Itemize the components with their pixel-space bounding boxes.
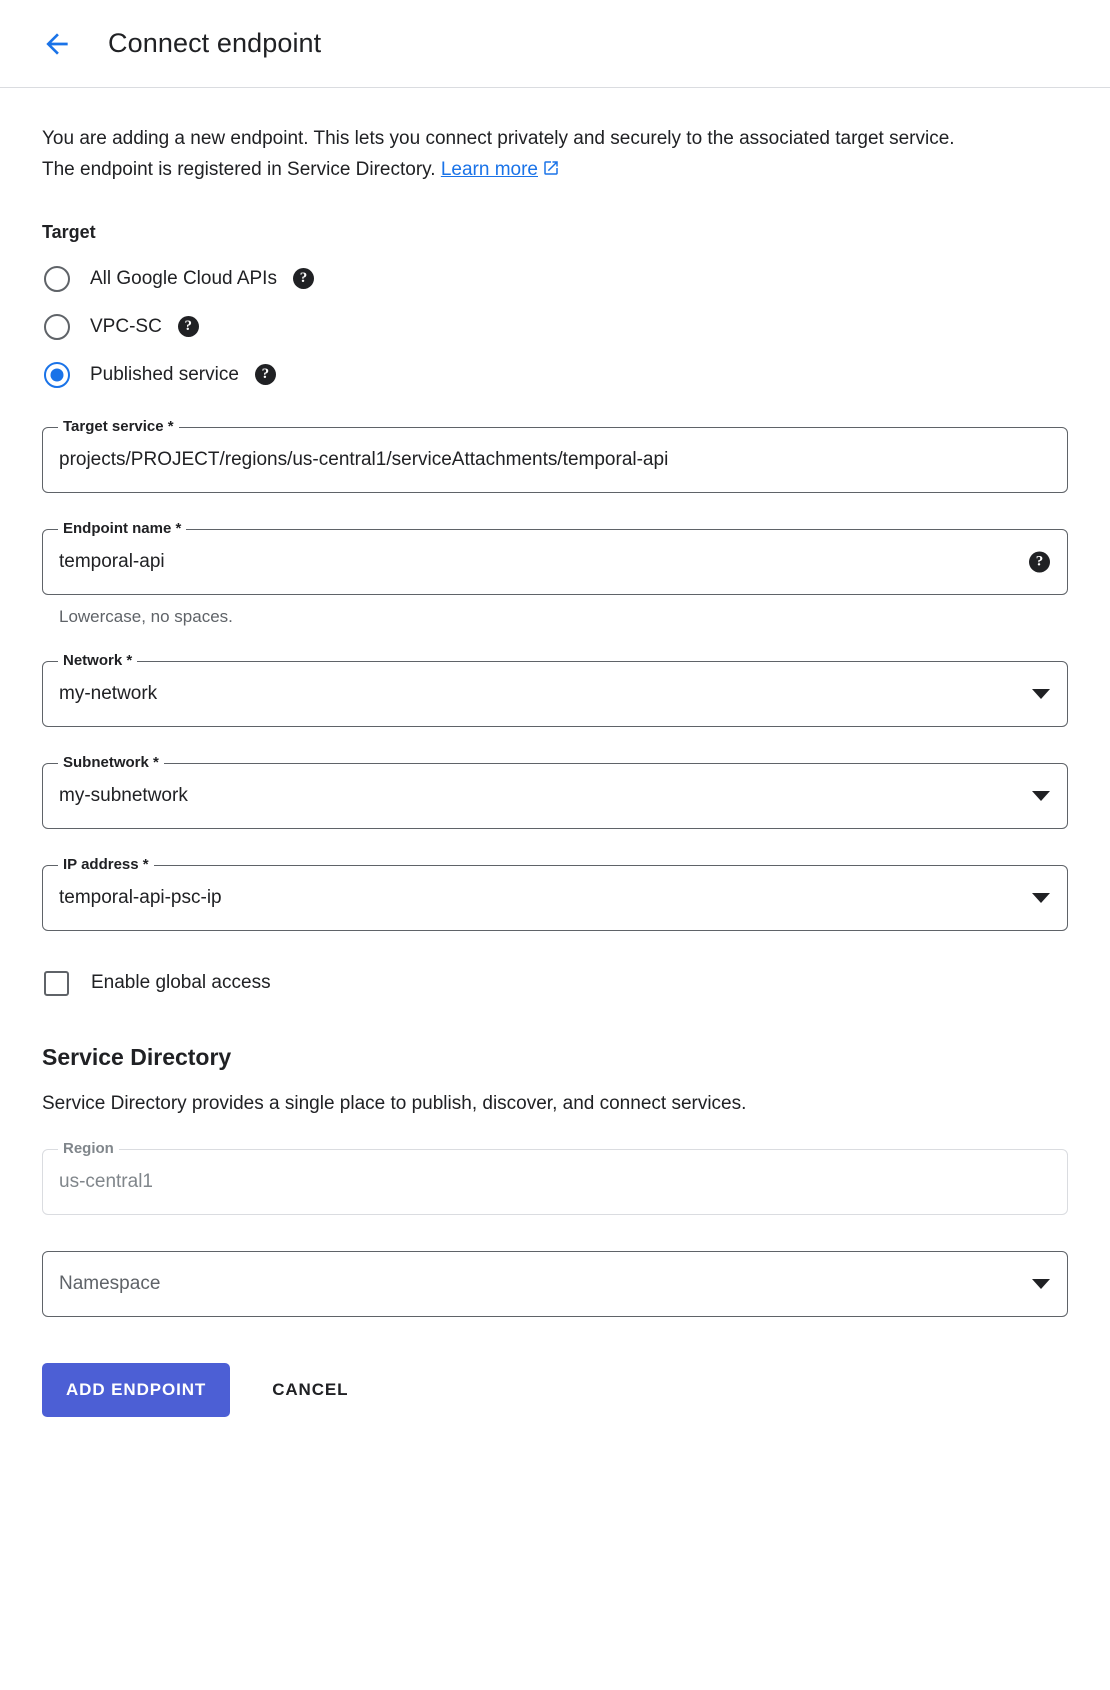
endpoint-name-field[interactable] bbox=[42, 519, 1068, 595]
chevron-down-icon[interactable] bbox=[1032, 689, 1050, 699]
ip-address-label: IP address * bbox=[58, 856, 154, 874]
enable-global-access-checkbox[interactable] bbox=[42, 971, 1068, 996]
help-icon[interactable]: ? bbox=[255, 364, 276, 385]
chevron-down-icon[interactable] bbox=[1032, 893, 1050, 903]
service-directory-title: Service Directory bbox=[42, 1043, 232, 1070]
cancel-button[interactable]: CANCEL bbox=[258, 1363, 362, 1417]
subnetwork-label: Subnetwork * bbox=[58, 754, 164, 772]
target-section-label: Target bbox=[42, 221, 96, 242]
intro-description: You are adding a new endpoint. This lets you connect privately and securely to the associated target service. The endpoint is registered in Service Directory. bbox=[42, 128, 955, 180]
region-label: Region bbox=[58, 1140, 119, 1158]
page-content bbox=[0, 88, 1110, 1477]
endpoint-name-label: Endpoint name * bbox=[58, 520, 186, 538]
checkbox-box[interactable] bbox=[44, 971, 69, 996]
open-in-new-icon[interactable] bbox=[542, 157, 560, 188]
network-label: Network * bbox=[58, 652, 137, 670]
endpoint-name-value[interactable]: temporal-api bbox=[59, 550, 165, 572]
target-service-field[interactable] bbox=[42, 417, 1068, 493]
ip-address-value[interactable]: temporal-api-psc-ip bbox=[59, 886, 222, 908]
endpoint-name-helper-text: Lowercase, no spaces. bbox=[59, 606, 233, 626]
ip-address-select[interactable] bbox=[42, 855, 1068, 931]
region-field bbox=[42, 1139, 1068, 1215]
region-value: us-central1 bbox=[59, 1170, 153, 1192]
service-directory-description: Service Directory provides a single place to publish, discover, and connect services. bbox=[42, 1092, 747, 1114]
network-value[interactable]: my-network bbox=[59, 682, 158, 704]
radio-button-circle-selected[interactable] bbox=[44, 362, 70, 388]
chevron-down-icon[interactable] bbox=[1032, 791, 1050, 801]
network-select[interactable] bbox=[42, 651, 1068, 727]
radio-label: All Google Cloud APIs bbox=[90, 267, 277, 289]
chevron-down-icon[interactable] bbox=[1032, 1279, 1050, 1289]
enable-global-access-label: Enable global access bbox=[91, 972, 271, 994]
target-service-label: Target service * bbox=[58, 418, 179, 436]
radio-published-service[interactable] bbox=[42, 351, 1068, 399]
radio-label: Published service bbox=[90, 363, 239, 385]
help-icon[interactable]: ? bbox=[1029, 551, 1050, 572]
form-actions bbox=[42, 1363, 1068, 1477]
radio-button-circle[interactable] bbox=[44, 314, 70, 340]
radio-vpc-sc[interactable] bbox=[42, 303, 1068, 351]
help-icon[interactable]: ? bbox=[293, 268, 314, 289]
back-arrow-icon[interactable] bbox=[36, 23, 78, 65]
intro-text bbox=[42, 124, 992, 188]
help-icon[interactable]: ? bbox=[178, 316, 199, 337]
subnetwork-value[interactable]: my-subnetwork bbox=[59, 784, 188, 806]
target-service-value[interactable]: projects/PROJECT/regions/us-central1/serviceAttachments/temporal-api bbox=[59, 448, 669, 470]
learn-more-link[interactable]: Learn more bbox=[440, 158, 538, 180]
subnetwork-select[interactable] bbox=[42, 753, 1068, 829]
add-endpoint-button[interactable]: ADD ENDPOINT bbox=[42, 1363, 230, 1417]
radio-label: VPC-SC bbox=[90, 315, 162, 337]
radio-button-circle[interactable] bbox=[44, 266, 70, 292]
namespace-select[interactable] bbox=[42, 1251, 1068, 1317]
page-header bbox=[0, 0, 1110, 88]
namespace-placeholder[interactable]: Namespace bbox=[59, 1272, 161, 1294]
page-title: Connect endpoint bbox=[108, 28, 322, 58]
radio-all-google-cloud-apis[interactable] bbox=[42, 255, 1068, 303]
